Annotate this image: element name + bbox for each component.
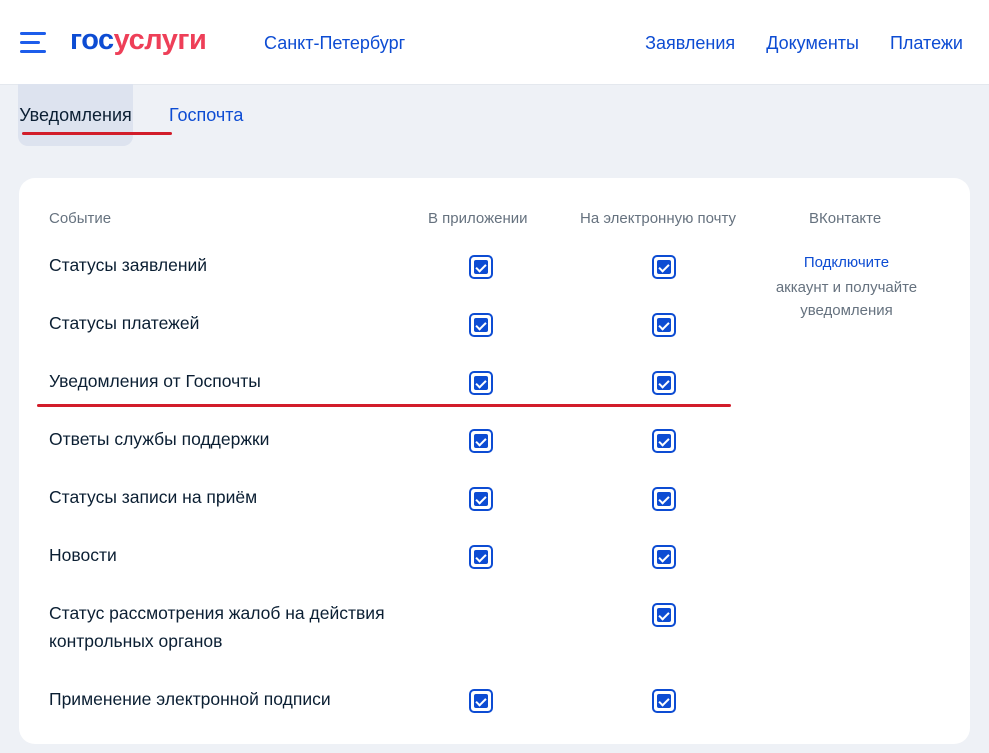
checkbox-email[interactable] [652,313,676,337]
tab-notifications-label: Уведомления [19,104,132,125]
tab-gospochta[interactable] [149,84,263,146]
checkbox-app[interactable] [469,255,493,279]
checkbox-app[interactable] [469,487,493,511]
region-selector[interactable]: Санкт-Петербург [264,33,406,53]
checkbox-email[interactable] [652,545,676,569]
tab-gospochta-label: Госпочта [169,104,244,125]
checkbox-email[interactable] [652,487,676,511]
checkbox-email[interactable] [652,689,676,713]
row-label: Статусы заявлений [49,255,208,275]
checkbox-email[interactable] [652,255,676,279]
checkbox-email[interactable] [652,603,676,627]
row-label: Новости [49,545,117,565]
top-header [0,0,989,84]
checkbox-app[interactable] [469,371,493,395]
row-label: Статусы записи на приём [49,487,258,507]
nav-payments[interactable]: Платежи [889,33,963,53]
row-label: Ответы службы поддержки [49,429,270,449]
header-app: В приложении [428,210,528,227]
row-label: Статус рассмотрения жалоб на действия контрольных органов [49,603,385,651]
checkbox-app[interactable] [469,689,493,713]
gosuslugi-logo[interactable]: госуслуги [70,24,207,56]
checkbox-email[interactable] [652,429,676,453]
checkbox-app[interactable] [469,429,493,453]
nav-applications[interactable]: Заявления [645,33,736,53]
header-vk: ВКонтакте [809,210,882,227]
menu-icon[interactable] [20,32,48,54]
vk-connect-link[interactable]: Подключите [803,254,890,271]
notification-settings-card [19,178,970,744]
checkbox-app[interactable] [469,545,493,569]
nav-documents[interactable]: Документы [766,33,859,53]
row-label: Статусы платежей [49,313,200,333]
tab-notifications[interactable] [18,84,133,146]
tabs [18,84,263,146]
highlight-underline-row [37,404,731,407]
checkbox-app[interactable] [469,313,493,337]
header-email: На электронную почту [580,210,737,227]
header-event: Событие [49,210,112,227]
row-label: Уведомления от Госпочты [49,371,261,391]
row-label: Применение электронной подписи [49,689,331,709]
vk-connect-text: аккаунт и получайте уведомления [775,279,918,319]
top-nav [645,33,963,54]
checkbox-email[interactable] [652,371,676,395]
